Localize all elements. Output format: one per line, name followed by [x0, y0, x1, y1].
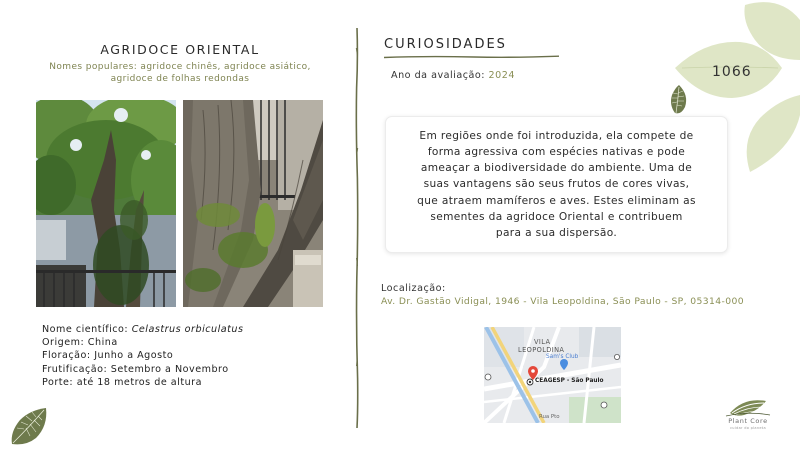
size-value: até 18 metros de altura — [76, 376, 202, 388]
plant-title: AGRIDOCE ORIENTAL — [100, 42, 260, 57]
fruiting-row — [42, 363, 243, 376]
curiosities-line-2: forma agressiva com espécies nativas e pode — [427, 145, 686, 158]
location-address: Av. Dr. Gastão Vidigal, 1946 - Vila Leopoldina, São Paulo - SP, 05314-000 — [381, 296, 744, 307]
tree-canopy-photo — [36, 100, 176, 307]
origin-value: China — [87, 337, 118, 349]
curiosities-line-3: ameaçar a biodiversidade do ambiente. Uma de — [420, 162, 693, 175]
curiosities-title: CURIOSIDADES — [384, 37, 507, 52]
evaluation-number: 1066 — [712, 64, 752, 80]
flowering-label: Floração: — [42, 350, 91, 362]
location-label: Localização: — [381, 283, 446, 294]
small-leaf-icon — [669, 85, 689, 115]
map-area-label-2: LEOPOLDINA — [518, 346, 565, 354]
origin-label: Origem: — [42, 337, 85, 349]
map-area-label-1: VILA — [534, 338, 551, 346]
curiosities-line-6: sementes da agridoce Oriental e contribuem — [430, 210, 683, 223]
origin-row — [42, 336, 243, 349]
flowering-value: Junho a Agosto — [94, 350, 174, 362]
plant-info — [42, 323, 243, 389]
tree-trunk-photo — [183, 100, 323, 307]
curiosities-line-7: para a sua dispersão. — [495, 227, 618, 239]
evaluation-year — [391, 70, 515, 81]
map-street-label: Rua Pto — [539, 414, 560, 420]
fruiting-value: Setembro a Novembro — [110, 363, 229, 375]
brand-tagline: cuidar do planeta — [730, 426, 766, 430]
map-poi-ceagesp: CEAGESP - São Paulo — [535, 378, 604, 384]
curiosities-line-5: que atraem mamíferos e aves. Estes eliminam as — [417, 194, 696, 207]
scientific-name-value: Celastrus orbiculatus — [131, 324, 244, 335]
map-poi-sams-club: Sam's Club — [546, 354, 579, 360]
bottom-leaf-icon — [8, 406, 48, 446]
popular-names-line-2: agridoce de folhas redondas — [110, 74, 250, 84]
title-brush-stroke — [384, 54, 559, 60]
size-row — [42, 376, 243, 389]
curiosities-line-1: Em regiões onde foi introduzida, ela compete de — [419, 129, 694, 142]
brand-name: Plant Core — [728, 417, 768, 425]
curiosities-text — [417, 128, 696, 241]
location-map[interactable] — [484, 327, 621, 423]
scientific-name-label: Nome científico: — [42, 324, 129, 335]
fruiting-label: Frutificação: — [42, 363, 108, 375]
column-divider — [352, 28, 362, 428]
curiosities-line-4: suas vantagens são seus frutos de cores vivas, — [423, 178, 690, 191]
size-label: Porte: — [42, 376, 74, 388]
popular-names — [40, 61, 320, 85]
scientific-name-row — [42, 323, 243, 336]
popular-names-line-1: Nomes populares: agridoce chinês, agridoce asiático, — [49, 62, 311, 72]
evaluation-year-value: 2024 — [488, 70, 515, 81]
evaluation-year-label: Ano da avaliação: — [391, 70, 485, 81]
decorative-leaves — [670, 0, 800, 180]
flowering-row — [42, 349, 243, 362]
